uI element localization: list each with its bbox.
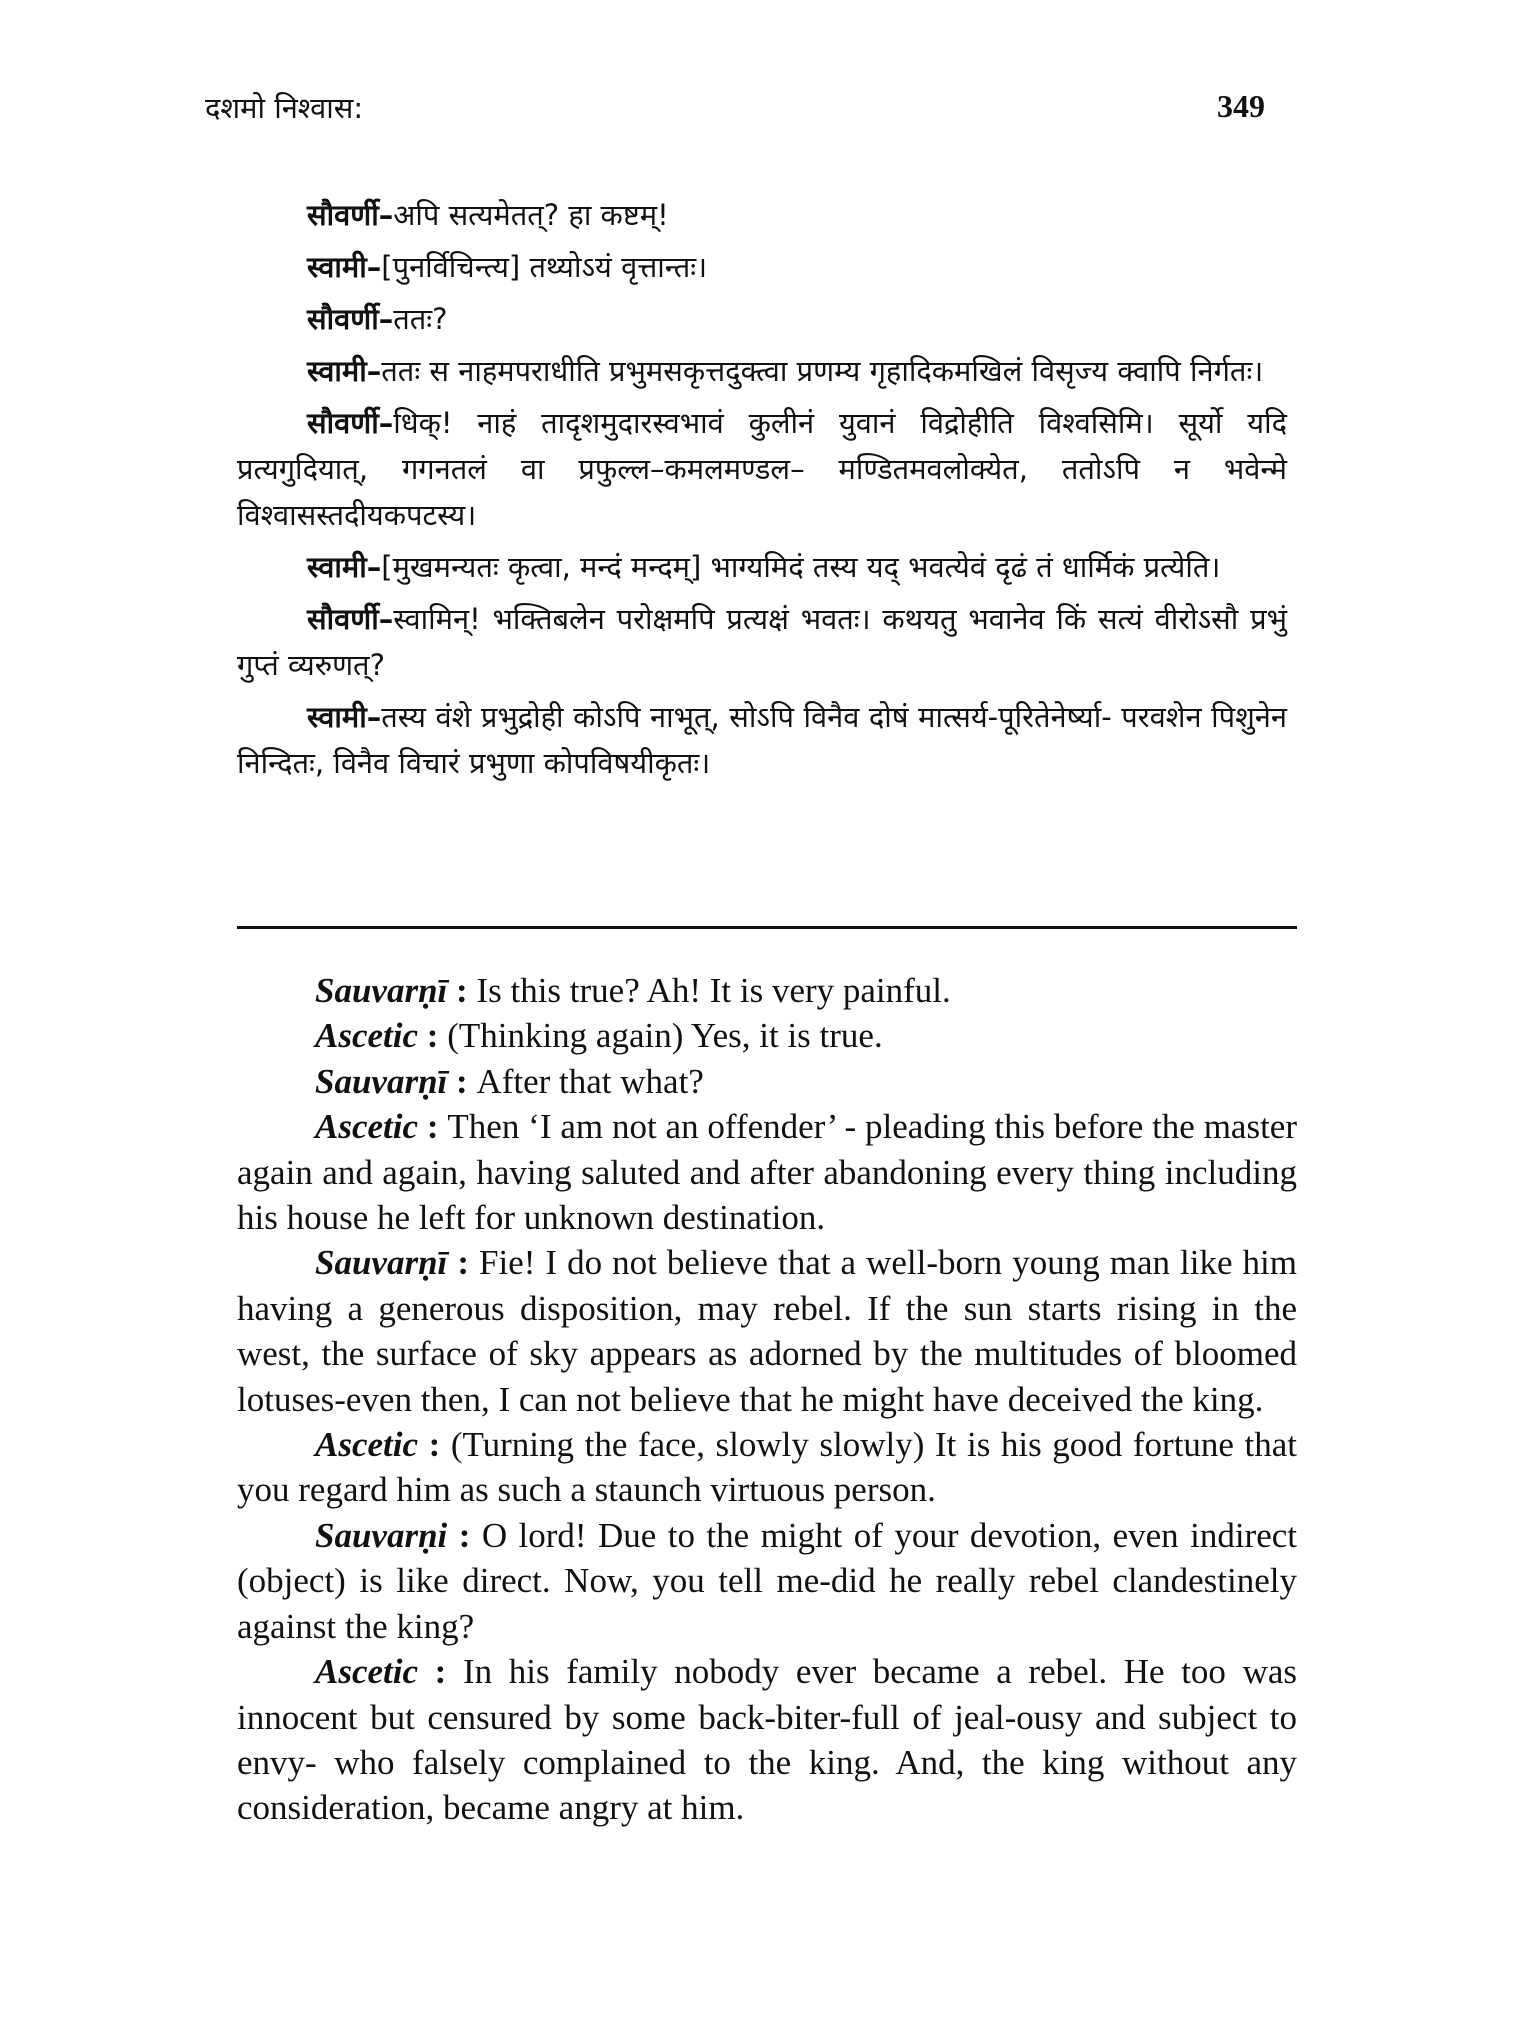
dialogue-text: (Turning the face, slowly slowly) It is his good fortune that you regard him as such a staunch virtuous person. — [237, 1425, 1298, 1510]
speaker-label: सौवर्णी — [307, 198, 379, 232]
chapter-title: दशमो निश्वास: — [205, 91, 364, 125]
speaker-label: Sauvarṇī — [315, 1243, 448, 1283]
section-divider — [237, 926, 1297, 929]
speaker-separator: : — [418, 1016, 448, 1056]
speaker-separator: : — [447, 971, 477, 1010]
speaker-label: Ascetic — [315, 1652, 419, 1692]
translation-line — [237, 1104, 1297, 1240]
speaker-label: स्वामी — [307, 550, 367, 584]
dialogue-text: [पुनर्विचिन्त्य] तथ्योऽयं वृत्तान्तः। — [381, 250, 708, 284]
sanskrit-line — [237, 544, 1287, 590]
speaker-label: सौवर्णी — [307, 302, 379, 336]
speaker-separator: – — [366, 250, 382, 284]
sanskrit-line — [237, 244, 1287, 290]
dialogue-text: Is this true? Ah! It is very painful. — [476, 971, 951, 1010]
speaker-label: Sauvarṇī — [315, 971, 448, 1010]
page-number: 349 — [1217, 88, 1265, 124]
dialogue-text: After that what? — [476, 1061, 704, 1101]
speaker-label: स्वामी — [307, 700, 367, 734]
translation-line — [237, 1240, 1297, 1422]
translation-line — [237, 1649, 1297, 1831]
translation-line — [237, 1422, 1297, 1513]
speaker-separator: – — [366, 550, 382, 584]
dialogue-text: In his family nobody ever became a rebel. He too was innocent but censured by some back-biter-full of jeal-ousy and subject to envy- who falsely complained to the king. And, the king without any consideration, became angry at him. — [237, 1652, 1297, 1828]
speaker-separator: – — [378, 406, 394, 440]
speaker-label: Sauvarṇi — [315, 1515, 448, 1555]
speaker-separator: : — [418, 1652, 463, 1692]
speaker-separator: – — [378, 302, 394, 336]
speaker-separator: – — [378, 198, 394, 232]
sanskrit-line — [237, 348, 1287, 394]
dialogue-text: धिक्! नाहं तादृशमुदारस्वभावं कुलीनं युवानं विद्रोहीति विश्वसिमि। सूर्यो यदि प्रत्यगुदियात्, गगनतलं वा प्रफुल्ल–कमलमण्डल– मण्डितमवलोक्येत, ततोऽपि न भवेन्मे विश्वासस्तदीयकपटस्य। — [237, 406, 1287, 532]
speaker-separator: – — [366, 700, 382, 734]
dialogue-text: O lord! Due to the might of your devotion, even indirect (object) is like direct. Now, you tell me-did he really rebel clandestinely against the king? — [237, 1515, 1298, 1646]
speaker-separator: – — [378, 602, 394, 636]
translation-line — [237, 1013, 1297, 1058]
dialogue-text: तस्य वंशे प्रभुद्रोही कोऽपि नाभूत्, सोऽपि विनैव दोषं मात्सर्य-पूरितेनेर्ष्या- परवशेन पिशुनेन निन्दितः, विनैव विचारं प्रभुणा कोपविषयीकृतः। — [237, 700, 1287, 780]
english-translation — [237, 968, 1297, 1831]
translation-line — [237, 1513, 1297, 1649]
dialogue-text: Fie! I do not believe that a well-born young man like him having a generous disposition, may rebel. If the sun starts rising in the west, the surface of sky appears as adorned by the multitudes of bloomed lotuses-even then, I can not believe that he might have deceived the king. — [237, 1243, 1298, 1419]
speaker-separator: : — [418, 1425, 451, 1465]
dialogue-text: (Thinking again) Yes, it is true. — [447, 1016, 883, 1056]
speaker-separator: : — [447, 1515, 482, 1555]
speaker-label: सौवर्णी — [307, 406, 379, 440]
speaker-label: Ascetic — [315, 1425, 419, 1465]
dialogue-text: Then ‘I am not an offender’ - pleading this before the master again and again, having saluted and after abandoning every thing including his house he left for unknown destination. — [237, 1107, 1297, 1238]
running-head — [205, 88, 1265, 128]
sanskrit-line — [237, 296, 1287, 342]
speaker-separator: : — [447, 1061, 477, 1101]
dialogue-text: अपि सत्यमेतत्? हा कष्टम्! — [393, 198, 669, 232]
translation-line — [237, 1059, 1297, 1104]
speaker-label: स्वामी — [307, 250, 367, 284]
speaker-separator: : — [418, 1107, 448, 1147]
sanskrit-line — [237, 400, 1287, 538]
speaker-separator: – — [366, 354, 382, 388]
sanskrit-line — [237, 694, 1287, 786]
speaker-label: Ascetic — [315, 1107, 419, 1147]
speaker-label: स्वामी — [307, 354, 367, 388]
speaker-separator: : — [447, 1243, 480, 1283]
speaker-label: Ascetic — [315, 1016, 419, 1056]
speaker-label: Sauvarṇī — [315, 1061, 448, 1101]
dialogue-text: ततः स नाहमपराधीति प्रभुमसकृत्तदुक्त्वा प्रणम्य गृहादिकमखिलं विसृज्य क्वापि निर्गतः। — [381, 354, 1264, 388]
dialogue-text: स्वामिन्! भक्तिबलेन परोक्षमपि प्रत्यक्षं भवतः। कथयतु भवानेव किं सत्यं वीरोऽसौ प्रभुं गुप्तं व्यरुणत्? — [237, 602, 1287, 682]
speaker-label: सौवर्णी — [307, 602, 379, 636]
sanskrit-line — [237, 192, 1287, 238]
dialogue-text: [मुखमन्यतः कृत्वा, मन्दं मन्दम्] भाग्यमिदं तस्य यद् भवत्येवं दृढं तं धार्मिकं प्रत्येति। — [381, 550, 1221, 584]
sanskrit-line — [237, 596, 1287, 688]
dialogue-text: ततः? — [393, 302, 448, 336]
sanskrit-text — [237, 192, 1287, 792]
translation-line — [237, 968, 1297, 1013]
